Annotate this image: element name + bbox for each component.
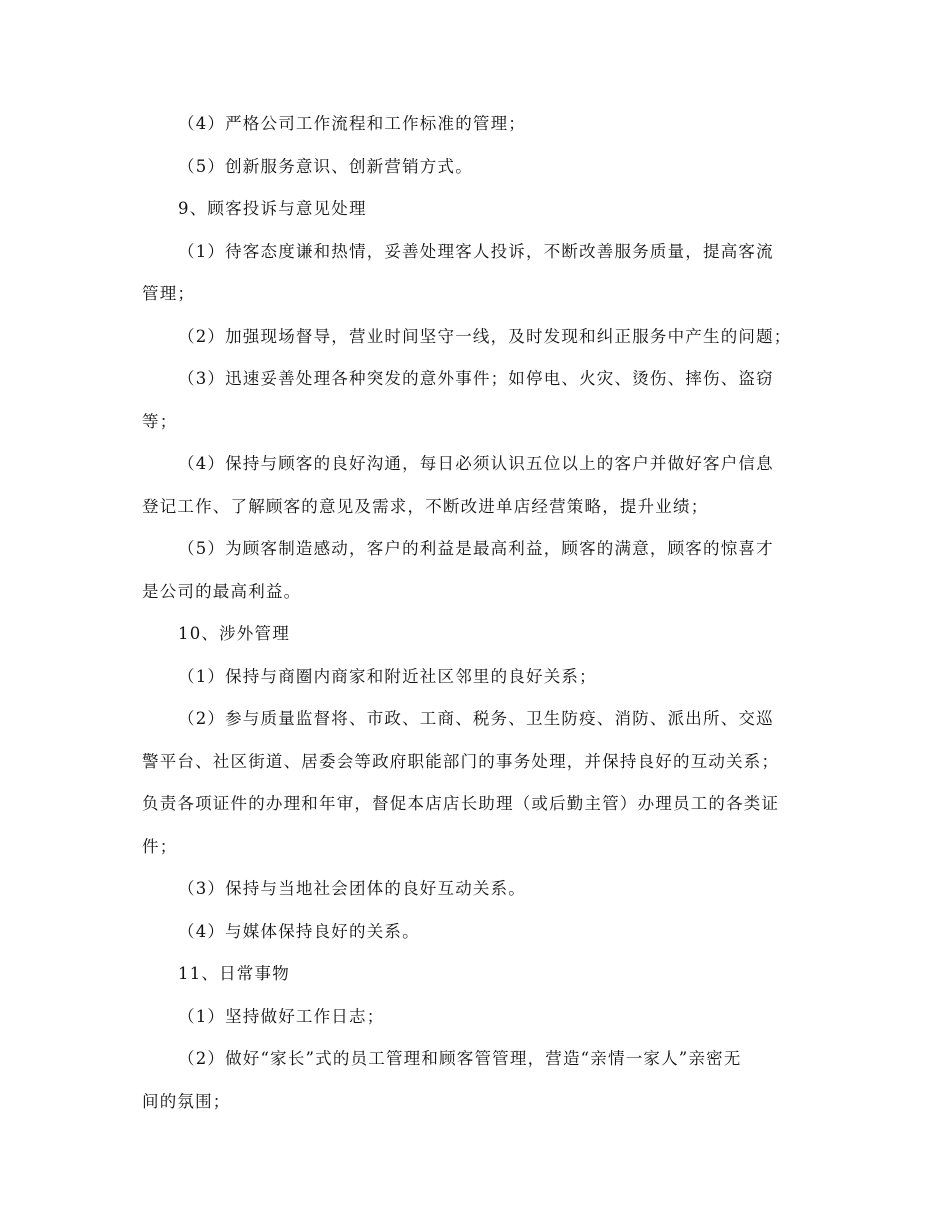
paragraph-line: 负责各项证件的办理和年审，督促本店店长助理（或后勤主管）办理员工的各类证: [142, 794, 780, 813]
paragraph-line: （4）严格公司工作流程和工作标准的管理；: [178, 114, 526, 133]
paragraph-line: （5）为顾客制造感动，客户的利益是最高利益，顾客的满意，顾客的惊喜才: [178, 539, 774, 558]
paragraph-line: （1）保持与商圈内商家和附近社区邻里的良好关系；: [178, 667, 597, 686]
paragraph-line: 间的氛围；: [142, 1092, 231, 1111]
paragraph-line: 等；: [142, 412, 178, 431]
paragraph-line: 是公司的最高利益。: [142, 582, 302, 601]
paragraph-line: 管理；: [142, 284, 196, 303]
paragraph-line: （4）保持与顾客的良好沟通，每日必须认识五位以上的客户并做好客户信息: [178, 454, 774, 473]
paragraph-line: （1）待客态度谦和热情，妥善处理客人投诉，不断改善服务质量，提高客流: [178, 242, 774, 261]
paragraph-line: （2）加强现场督导，营业时间坚守一线，及时发现和纠正服务中产生的问题；: [178, 327, 792, 346]
section-heading: 9、顾客投诉与意见处理: [178, 199, 367, 218]
paragraph-line: （2）参与质量监督将、市政、工商、税务、卫生防疫、消防、派出所、交巡: [178, 709, 774, 728]
paragraph-line: （3）保持与当地社会团体的良好互动关系。: [178, 879, 526, 898]
section-heading: 11、日常事物: [178, 964, 290, 983]
paragraph-line: （1）坚持做好工作日志；: [178, 1007, 385, 1026]
paragraph-line: 警平台、社区街道、居委会等政府职能部门的事务处理，并保持良好的互动关系；: [142, 752, 780, 771]
paragraph-line: （5）创新服务意识、创新营销方式。: [178, 157, 473, 176]
paragraph-line: （4）与媒体保持良好的关系。: [178, 922, 420, 941]
paragraph-line: 登记工作、了解顾客的意见及需求，不断改进单店经营策略，提升业绩；: [142, 497, 709, 516]
paragraph-line: （2）做好“家长”式的员工管理和顾客管管理，营造“亲情一家人”亲密无: [178, 1049, 742, 1068]
paragraph-line: （3）迅速妥善处理各种突发的意外事件；如停电、火灾、烫伤、摔伤、盗窃: [178, 369, 774, 388]
paragraph-line: 件；: [142, 837, 178, 856]
section-heading: 10、涉外管理: [178, 624, 290, 643]
